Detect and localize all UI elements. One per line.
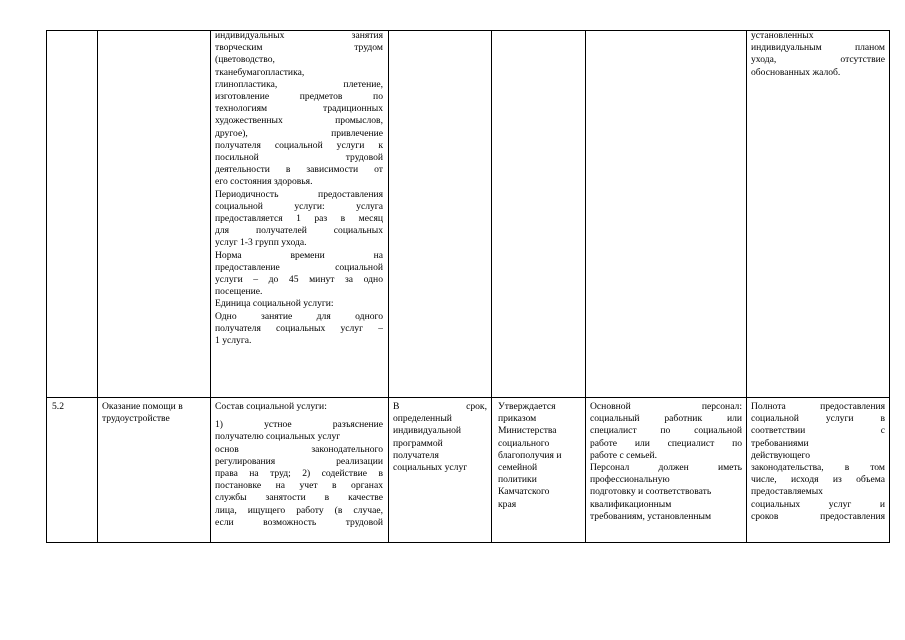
text-line: Утверждается — [498, 401, 556, 412]
text-line: получателю социальных услуг — [215, 431, 341, 443]
text-line: если возможность трудовой — [215, 516, 383, 528]
text-line: Камчатского — [498, 486, 550, 498]
text-line: квалификационным — [590, 498, 672, 510]
text-line: Периодичность предоставления — [215, 188, 383, 200]
text-line: социальной услуги в — [751, 413, 885, 425]
prev-quality-cell — [751, 30, 885, 79]
text-line: глинопластика, плетение, — [215, 78, 383, 90]
text-line: благополучия и — [498, 449, 562, 461]
text-line: индивидуальных занятия — [215, 30, 383, 41]
column-border — [491, 30, 492, 543]
text-line: требованиям, установленным — [590, 510, 712, 522]
row-separator — [46, 397, 890, 398]
column-border — [210, 30, 211, 543]
text-line: Персонал должен иметь — [590, 462, 742, 474]
text-line: ухода, отсутствие — [751, 54, 885, 66]
text-line: подготовку и соответствовать — [590, 486, 712, 498]
text-line: требованиями — [751, 437, 809, 449]
text-line: социальных услуг — [393, 462, 468, 474]
text-line: Единица социальной услуги: — [215, 298, 334, 310]
text-line: услуги – до 45 минут за одно — [215, 274, 383, 286]
text-line: 1 услуга. — [215, 335, 252, 347]
text-line: программой — [393, 437, 443, 449]
text-line: работе с семьей. — [590, 449, 657, 461]
text-line: для получателей социальных — [215, 225, 383, 237]
text-line: установленных — [751, 30, 814, 41]
text-line: определенный — [393, 413, 452, 425]
text-line: индивидуальным планом — [751, 42, 885, 54]
text-line: художественных промыслов, — [215, 115, 383, 127]
text-line: другое), привлечение — [215, 127, 383, 139]
column-border — [46, 30, 47, 543]
text-line: индивидуальной — [393, 425, 462, 437]
service-name-cell — [102, 401, 208, 425]
text-line: социальных услуг и — [751, 498, 885, 510]
text-line: действующего — [751, 449, 811, 461]
text-line: предоставление социальной — [215, 261, 383, 273]
text-line: соответствии с — [751, 425, 885, 437]
row-number: 5.2 — [52, 401, 64, 412]
column-border — [388, 30, 389, 543]
text-line: семейной — [498, 462, 538, 474]
text-line: Одно занятие для одного — [215, 310, 383, 322]
text-line: работе или специалист по — [590, 437, 742, 449]
quality-cell — [751, 401, 885, 523]
table-bottom-border — [46, 542, 890, 543]
text-line: посещение. — [215, 286, 263, 298]
description-heading: Состав социальной услуги: — [215, 401, 327, 412]
text-line: (цветоводство, — [215, 54, 275, 66]
text-line: службы занятости в качестве — [215, 492, 383, 504]
text-line: посильной трудовой — [215, 152, 383, 164]
conditions-cell — [590, 401, 742, 523]
text-line: права на труд; 2) содействие в — [215, 468, 383, 480]
text-line: постановке на учет в органах — [215, 480, 383, 492]
text-line: Норма времени на — [215, 249, 383, 261]
term-cell — [393, 401, 487, 474]
text-line: творческим трудом — [215, 42, 383, 54]
text-line: социальной услуги: услуга — [215, 200, 383, 212]
text-line: В срок, — [393, 401, 487, 412]
text-line: тканебумагопластика, — [215, 66, 305, 78]
text-line: основ законодательного — [215, 443, 383, 455]
text-line: Министерства — [498, 425, 557, 437]
text-line: приказом — [498, 413, 537, 425]
text-line: Основной персонал: — [590, 401, 742, 412]
row-number-cell — [52, 401, 94, 413]
text-line: Полнота предоставления — [751, 401, 885, 412]
text-line: 1) устное разъяснение — [215, 419, 383, 431]
text-line: получателя — [393, 449, 439, 461]
text-line: обоснованных жалоб. — [751, 66, 841, 78]
text-line: числе, исходя из объема — [751, 474, 885, 486]
text-line: предоставляемых — [751, 486, 823, 498]
text-line: его состояния здоровья. — [215, 176, 313, 188]
text-line: сроков предоставления — [751, 510, 885, 522]
text-line: социальный работник или — [590, 413, 742, 425]
text-line: технологиям традиционных — [215, 103, 383, 115]
column-border — [746, 30, 747, 543]
column-border — [585, 30, 586, 543]
text-line: изготовление предметов по — [215, 91, 383, 103]
text-line: социального — [498, 437, 550, 449]
text-line: регулирования реализации — [215, 455, 383, 467]
text-line: деятельности в зависимости от — [215, 164, 383, 176]
text-line: профессиональную — [590, 474, 670, 486]
description-cell — [215, 401, 383, 529]
text-line: лица, ищущего работу (в случае, — [215, 504, 383, 516]
text-line: получателя социальной услуги к — [215, 139, 383, 151]
service-name: Оказание помощи в трудоустройстве — [102, 401, 183, 425]
column-border — [889, 30, 890, 543]
text-line: законодательства, в том — [751, 462, 885, 474]
text-line: политики — [498, 474, 537, 486]
prev-description-cell — [215, 30, 383, 347]
tariff-cell — [498, 401, 582, 511]
text-line: услуг 1-3 групп ухода. — [215, 237, 307, 249]
text-line: получателя социальных услуг – — [215, 322, 383, 334]
text-line: предоставляется 1 раз в месяц — [215, 213, 383, 225]
text-line: края — [498, 498, 517, 510]
text-line: специалист по социальной — [590, 425, 742, 437]
column-border — [97, 30, 98, 543]
